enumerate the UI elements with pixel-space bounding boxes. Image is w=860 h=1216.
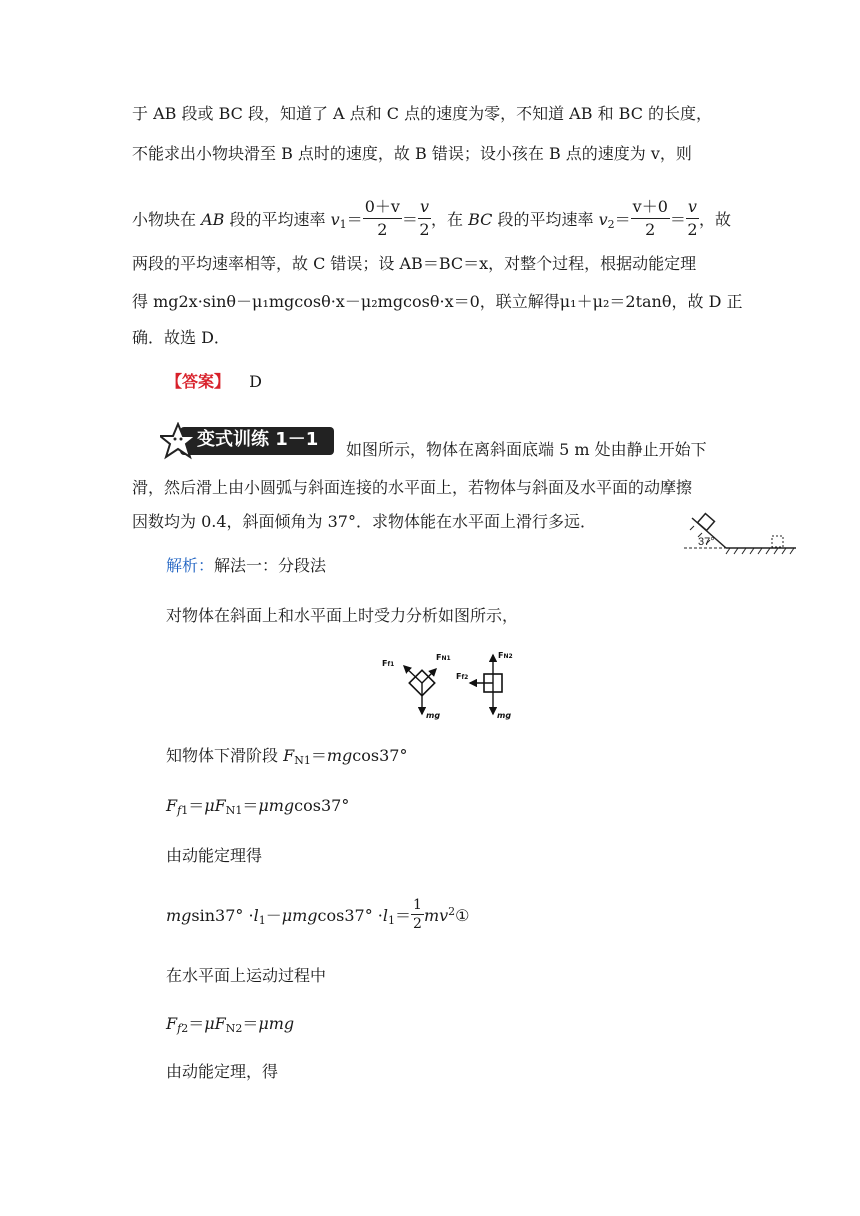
svg-text:mg: mg: [426, 711, 441, 720]
solution-line-5: 由动能定理得: [166, 846, 263, 865]
svg-text:Ff1: Ff1: [382, 659, 395, 668]
svg-text:Ff2: Ff2: [456, 672, 469, 681]
exercise-badge-label: 变式训练 1－1: [197, 429, 319, 450]
solution-line-9: 由动能定理，得: [166, 1062, 279, 1081]
para-line-2: 不能求出小物块滑至 B 点时的速度，故 B 错误；设小孩在 B 点的速度为 v，则: [132, 144, 692, 163]
para-line-1: 于 AB 段或 BC 段，知道了 A 点和 C 点的速度为零，不知道 AB 和 BC 的长度，: [132, 104, 713, 123]
solution-line-6: $mgsin37^\circ \cdot l_1-\mu mgcos37^\circ \cdot l_1=$ $\frac{1}{2}$ $mv^2①$: [166, 897, 470, 932]
answer-label: 【答案】: [166, 372, 231, 391]
solution-line-8: $F_{f2}=\mu F_{N2}=\mu mg$: [166, 1014, 295, 1035]
fraction-2: $\frac{v+0}{2}$: [632, 197, 668, 239]
force-diagram: [380, 646, 516, 722]
incline-figure: [684, 512, 800, 564]
svg-text:FN1: FN1: [436, 653, 451, 662]
answer-value: D: [249, 372, 262, 391]
fraction-1: $\frac{0+v}{2}$: [364, 197, 400, 239]
solution-line-2: 对物体在斜面上和水平面上时受力分析如图所示，: [166, 606, 519, 625]
answer-line: [166, 370, 262, 394]
exercise-line-3: 因数均为 0.4，斜面倾角为 37°．求物体能在水平面上滑行多远．: [132, 512, 596, 531]
exercise-line-1: 如图所示，物体在离斜面底端 5 m 处由静止开始下: [346, 440, 707, 459]
solution-line-1: 解析：解法一：分段法: [166, 556, 327, 575]
para-line-4: 两段的平均速率相等，故 C 错误；设 AB＝BC＝x，对整个过程，根据动能定理: [132, 254, 697, 273]
para-line-6: 确．故选 D．: [132, 328, 230, 347]
solution-label: 解析：: [166, 556, 215, 575]
svg-text:37°: 37°: [698, 536, 715, 548]
para-line-3: 小物块在 AB 段的平均速率 $v_1=$ $\frac{0+v}{2}$ ＝ $\frac{v}{2}$ ，在 BC 段的平均速率 $v_2=$ $\frac{v+0}{2}$ ＝ $\frac{v}{2}$ ，故: [132, 197, 731, 239]
para-line-5: 得 mg2x·sinθ－μ₁mgcosθ·x－μ₂mgcosθ·x＝0，联立解得μ₁＋μ₂＝2tanθ，故 D 正: [132, 292, 743, 311]
svg-text:FN2: FN2: [498, 651, 513, 660]
solution-line-3: 知物体下滑阶段 $F_{N1}=mgcos37^\circ$: [166, 746, 408, 767]
solution-line-7: 在水平面上运动过程中: [166, 966, 327, 985]
exercise-line-2: 滑，然后滑上由小圆弧与斜面连接的水平面上，若物体与斜面及水平面的动摩擦: [132, 478, 693, 497]
svg-text:mg: mg: [497, 711, 512, 720]
solution-line-4: $F_{f1}=\mu F_{N1}=\mu mgcos37^\circ$: [166, 796, 350, 817]
